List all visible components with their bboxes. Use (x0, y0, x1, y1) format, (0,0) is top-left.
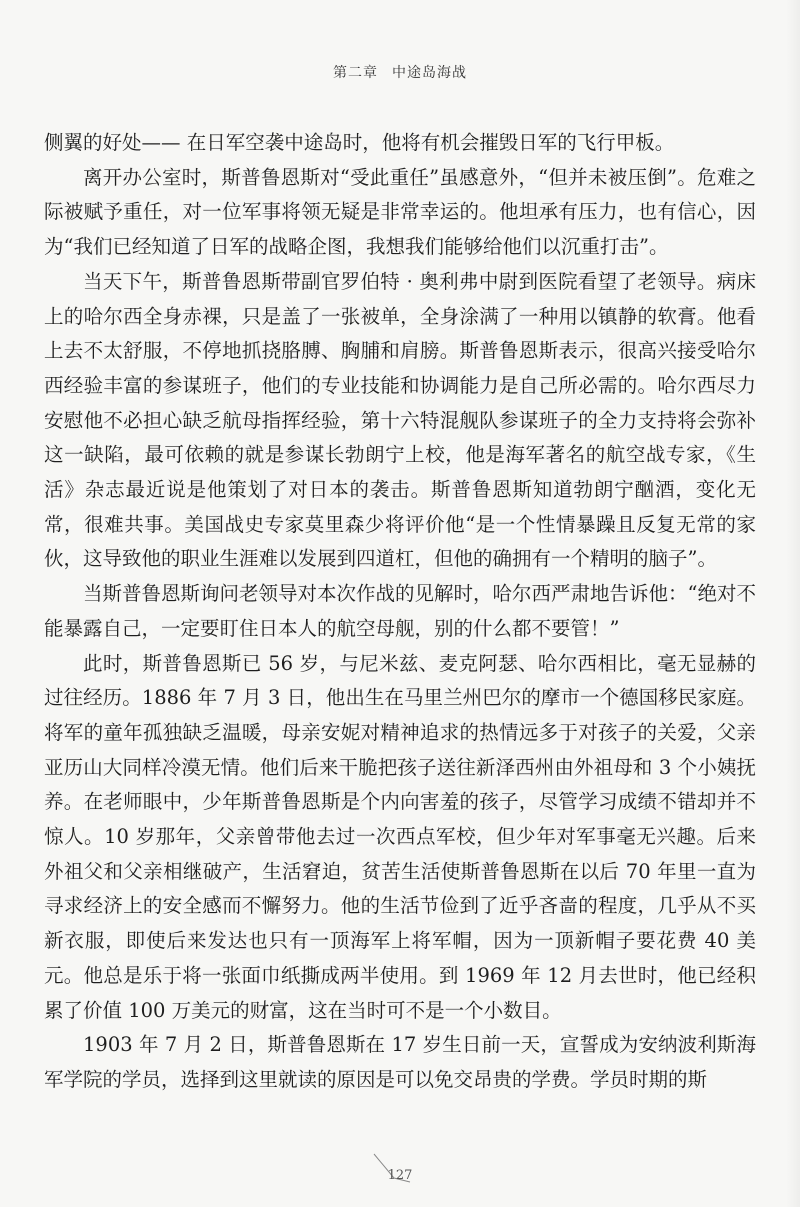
paragraph: 当天下午，斯普鲁恩斯带副官罗伯特 · 奥利弗中尉到医院看望了老领导。病床上的哈尔西全身赤裸，只是盖了一张被单，全身涂满了一种用以镇静的软膏。他看上去不太舒服，不停地抓挠胳膊、胸脯和肩膀。斯普鲁恩斯表示，很高兴接受哈尔西经验丰富的参谋班子，他们的专业技能和协调能力是自己所必需的。哈尔西尽力安慰他不必担心缺乏航母指挥经验，第十六特混舰队参谋班子的全力支持将会弥补这一缺陷，最可依赖的就是参谋长勃朗宁上校，他是海军著名的航空战专家，《生活》杂志最近说是他策划了对日本的袭击。斯普鲁恩斯知道勃朗宁酗酒，变化无常，很难共事。美国战史专家莫里森少将评价他“是一个性情暴躁且反复无常的家伙，这导致他的职业生涯难以发展到四道杠，但他的确拥有一个精明的脑子”。 (44, 269, 756, 571)
page-edge-shadow (786, 0, 800, 1207)
running-header (0, 62, 800, 82)
chapter-label: 第二章 (333, 65, 378, 81)
paragraph: 此时，斯普鲁恩斯已 56 岁，与尼米兹、麦克阿瑟、哈尔西相比，毫无显赫的过往经历。1886 年 7 月 3 日，他出生在马里兰州巴尔的摩市一个德国移民家庭。将军的童年孤独缺乏温暖，母亲安妮对精神追求的热情远多于对孩子的关爱，父亲亚历山大同样冷漠无情。他们后来干脆把孩子送往新泽西州由外祖母和 3 个小姨抚养。在老师眼中，少年斯普鲁恩斯是个内向害羞的孩子，尽管学习成绩不错却并不惊人。10 岁那年，父亲曾带他去过一次西点军校，但少年对军事毫无兴趣。后来外祖父和父亲相继破产，生活窘迫，贫苦生活使斯普鲁恩斯在以后 70 年里一直为寻求经济上的安全感而不懈努力。他的生活节俭到了近乎吝啬的程度，几乎从不买新衣服，即使后来发达也只有一顶海军上将军帽，因为一顶新帽子要花费 40 美元。他总是乐于将一张面巾纸撕成两半使用。到 1969 年 12 月去世时，他已经积累了价值 100 万美元的财富，这在当时可不是一个小数目。 (44, 651, 756, 1022)
page-number: 127 (387, 1168, 413, 1183)
paragraph: 离开办公室时，斯普鲁恩斯对“受此重任”虽感意外，“但并未被压倒”。危难之际被赋予重任，对一位军事将领无疑是非常幸运的。他坦承有压力，也有信心，因为“我们已经知道了日军的战略企图，我想我们能够给他们以沉重打击”。 (44, 165, 756, 259)
chapter-title: 中途岛海战 (392, 65, 467, 81)
paragraph: 当斯普鲁恩斯询问老领导对本次作战的见解时，哈尔西严肃地告诉他：“绝对不能暴露自己，一定要盯住日本人的航空母舰，别的什么都不要管！” (44, 582, 756, 640)
paragraph-continued: 侧翼的好处—— 在日军空袭中途岛时，他将有机会摧毁日军的飞行甲板。 (44, 131, 675, 154)
body-text (44, 126, 756, 1098)
paragraph: 1903 年 7 月 2 日，斯普鲁恩斯在 17 岁生日前一天，宣誓成为安纳波利斯海军学院的学员，选择到这里就读的原因是可以免交昂贵的学费。学员时期的斯 (44, 1033, 756, 1091)
